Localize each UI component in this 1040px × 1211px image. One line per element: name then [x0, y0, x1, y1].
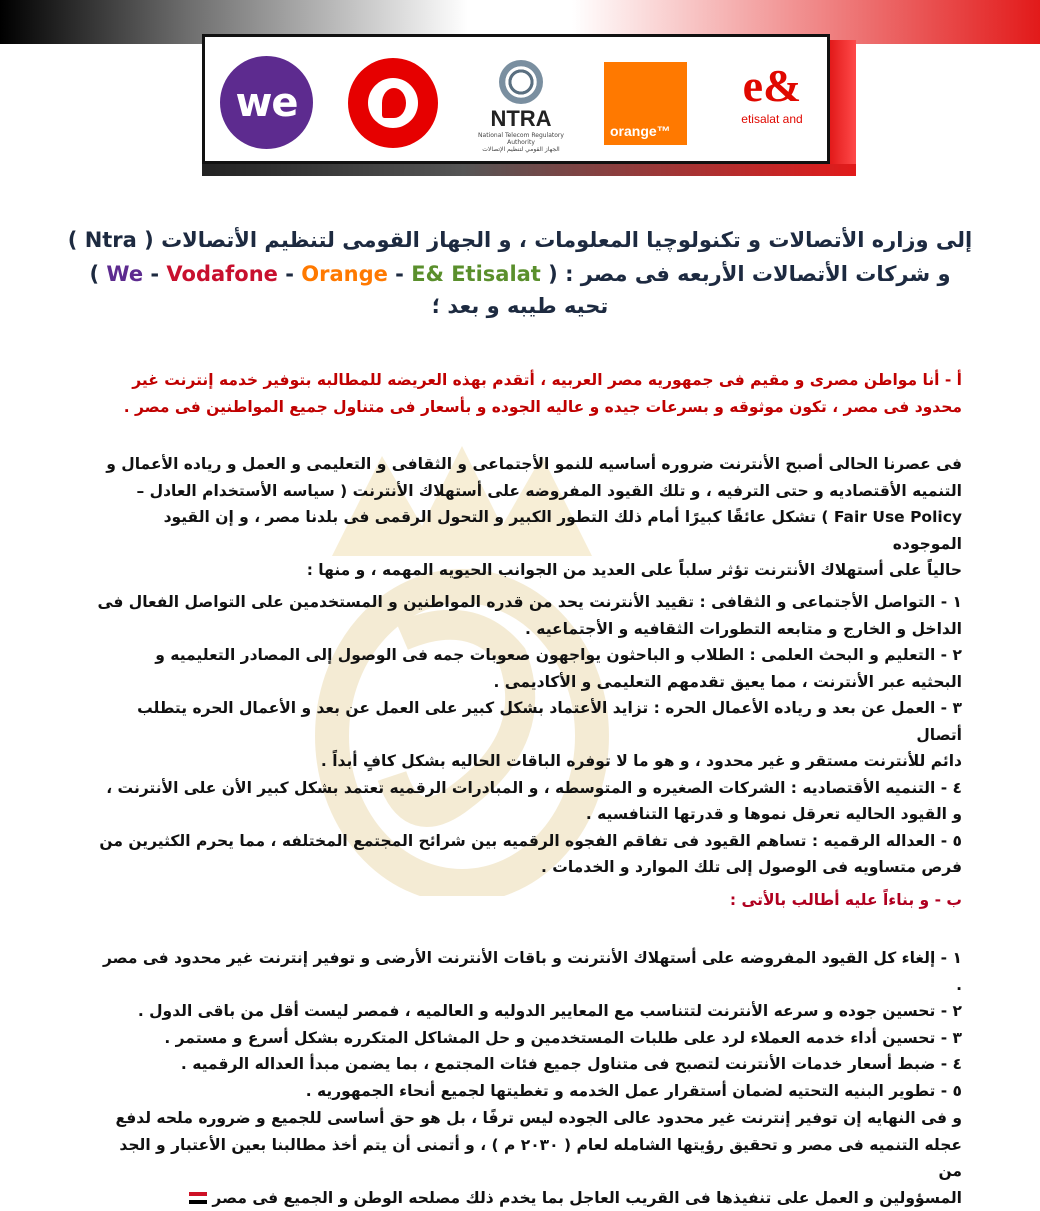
impact-line: فرص متساويه فى الوصول إلى تلك الموارد و الخدمات . [96, 854, 962, 881]
ntra-logo-subtitle: National Telecom Regulatory Authority [476, 132, 566, 146]
we-logo [220, 56, 313, 149]
demands-heading: ب - و بناءاً عليه أطالب بالأتى : [96, 887, 962, 914]
context-line: التنميه الأقتصاديه و حتى الترفيه ، و تلك القيود المفروضه على أستهلاك الأنترنت ( سياسه الأستخدام العادل – [96, 478, 962, 505]
etisalat-logo [730, 60, 814, 140]
title-sep-1: - [143, 262, 166, 286]
ntra-logo [476, 60, 566, 152]
etisalat-logo-text: etisalat and [730, 112, 814, 126]
demands-list [96, 945, 962, 1104]
context-paragraph [96, 451, 962, 584]
title-line-3: تحيه طيبه و بعد ؛ [0, 294, 1040, 318]
impact-line: ٢ - التعليم و البحث العلمى : الطلاب و الباحثون يواجهون صعوبات جمه فى الوصول إلى المصادر التعليميه و [96, 642, 962, 669]
ntra-logo-subtitle-ar: الجهاز القومي لتنظيم الإتصالات [476, 146, 566, 153]
context-line: حالياً على أستهلاك الأنترنت تؤثر سلباً على العديد من الجوانب الحيويه المهمه ، و منها : [96, 557, 962, 584]
ntra-logo-text: NTRA [476, 106, 566, 132]
impact-line: الداخل و الخارج و متابعه التطورات الثقافيه و الأجتماعيه . [96, 616, 962, 643]
egypt-flag-icon [189, 1192, 207, 1204]
impact-line: ١ - التواصل الأجتماعى و الثقافى : تقييد الأنترنت يحد من قدره المواطنين و المستخدمين على التواصل الفعال فى [96, 589, 962, 616]
demand-line: ٢ - تحسين جوده و سرعه الأنترنت لتتناسب مع المعايير الدوليه و العالميه ، فمصر ليست أقل من باقى الدول . [96, 998, 962, 1025]
context-line: فى عصرنا الحالى أصبح الأنترنت ضروره أساسيه للنمو الأجتماعى و الثقافى و التعليمى و العمل و رياده الأعمال و [96, 451, 962, 478]
closing-line-last [96, 1185, 962, 1211]
demand-line: ١ - إلغاء كل القيود المفروضه على أستهلاك الأنترنت و باقات الأنترنت الأرضى و توفير إنترنت غير محدود فى مصر . [96, 945, 962, 998]
title-etisalat: E& Etisalat [411, 262, 541, 286]
title-line-2 [0, 262, 1040, 286]
impact-line: و القيود الحاليه تعرقل نموها و قدرتها التنافسيه . [96, 801, 962, 828]
title-line-2-prefix: و شركات الأتصالات الأربعه فى مصر : ( [548, 262, 950, 286]
title-sep-2: - [278, 262, 301, 286]
title-vodafone: Vodafone [166, 262, 278, 286]
closing-line: المسؤولين و العمل على تنفيذها فى القريب العاجل بما يخدم ذلك مصلحه الوطن و الجميع فى مصر [212, 1189, 962, 1207]
impact-line: دائم للأنترنت مستقر و غير محدود ، و هو ما لا توفره الباقات الحاليه بشكل كافٍ أبداً . [96, 748, 962, 775]
demand-line: ٤ - ضبط أسعار خدمات الأنترنت لتصبح فى متناول جميع فئات المجتمع ، بما يضمن مبدأ العداله الرقميه . [96, 1051, 962, 1078]
ntra-emblem-icon [499, 60, 543, 104]
intro-paragraph [96, 367, 962, 420]
intro-line: أ - أنا مواطن مصرى و مقيم فى جمهوريه مصر العربيه ، أتقدم بهذه العريضه للمطالبه بتوفير خدمه إنترنت غير [96, 367, 962, 394]
closing-line: عجله التنميه فى مصر و تحقيق رؤيتها الشامله لعام ( ٢٠٣٠ م ) ، و أتمنى أن يتم أخذ مطالبنا بعين الأعتبار و الجد من [96, 1132, 962, 1185]
etisalat-logo-mark: e& [730, 60, 814, 112]
we-logo-text: we [235, 80, 297, 126]
vodafone-logo [348, 58, 438, 148]
impacts-list [96, 589, 962, 881]
context-line: Fair Use Policy ) تشكل عائقًا كبيرًا أمام ذلك التطور الكبير و التحول الرقمى فى بلدنا مصر ، و إن القيود الموجوده [96, 504, 962, 557]
closing-paragraph [96, 1105, 962, 1211]
banner-accent-bottom [202, 164, 856, 176]
banner-accent-right [830, 40, 856, 174]
demand-line: ٥ - تطوير البنيه التحتيه لضمان أستقرار عمل الخدمه و تغطيتها لجميع أنحاء الجمهوريه . [96, 1078, 962, 1105]
demand-line: ٣ - تحسين أداء خدمه العملاء لرد على طلبات المستخدمين و حل المشاكل المتكرره بشكل أسرع و مستمر . [96, 1025, 962, 1052]
title-line-1: إلى وزاره الأتصالات و تكنولوچيا المعلومات ، و الجهاز القومى لتنظيم الأتصالات ( Ntra ) [0, 228, 1040, 252]
title-line-2-suffix: ) [89, 262, 106, 286]
impact-line: ٣ - العمل عن بعد و رياده الأعمال الحره : تزايد الأعتماد بشكل كبير على العمل عن بعد و الأعمال الحره يتطلب أتصال [96, 695, 962, 748]
intro-line: محدود فى مصر ، تكون موثوقه و بسرعات جيده و عاليه الجوده و بأسعار فى متناول جميع المواطنين فى مصر . [96, 394, 962, 421]
title-we: We [106, 262, 143, 286]
impact-line: البحثيه عبر الأنترنت ، مما يعيق تقدمهم التعليمى و الأكاديمى . [96, 669, 962, 696]
title-orange: Orange [301, 262, 388, 286]
closing-line: و فى النهايه إن توفير إنترنت غير محدود عالى الجوده ليس ترفًا ، بل هو حق أساسى للجميع و ضروره ملحه لدفع [96, 1105, 962, 1132]
orange-logo-text: orange™ [610, 123, 671, 139]
title-sep-3: - [388, 262, 411, 286]
impact-line: ٤ - التنميه الأقتصاديه : الشركات الصغيره و المتوسطه ، و المبادرات الرقميه تعتمد بشكل كبير الأن على الأنترنت ، [96, 775, 962, 802]
vodafone-logo-mark [382, 88, 406, 118]
impact-line: ٥ - العداله الرقميه : تساهم القيود فى تفاقم الفجوه الرقميه بين شرائح المجتمع المختلفه ، مما يحرم الكثيرين من [96, 828, 962, 855]
orange-logo [604, 62, 687, 145]
